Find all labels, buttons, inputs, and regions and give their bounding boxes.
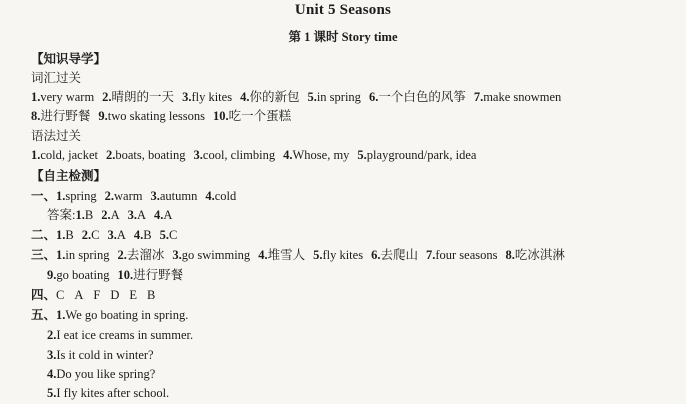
lesson-subtitle: 第 1 课时 Story time — [288, 30, 398, 44]
item-number: 9. — [98, 109, 108, 123]
part-4-row — [31, 287, 165, 304]
list-item — [426, 248, 498, 262]
item-text: 进行野餐 — [133, 268, 184, 282]
part-1-answers — [75, 208, 180, 222]
cihui-row-1 — [31, 89, 569, 106]
list-item — [240, 90, 299, 104]
item-text: cold — [214, 189, 237, 203]
answer-letter: C — [56, 288, 65, 302]
item-text: go boating — [56, 268, 110, 282]
answer-letter: E — [129, 288, 138, 302]
item-number: 1. — [31, 90, 41, 104]
item-number: 3. — [127, 208, 137, 222]
item-number: 7. — [473, 90, 484, 104]
item-text: 吃一个蛋糕 — [228, 109, 292, 123]
item-number: 2. — [117, 248, 127, 262]
item-text: 吃冰淇淋 — [514, 248, 565, 262]
item-number: 4. — [205, 189, 215, 203]
item-text: go swimming — [181, 248, 251, 262]
list-item — [150, 189, 197, 203]
list-item — [357, 148, 476, 162]
item-number: 3. — [107, 228, 117, 242]
item-text: B — [84, 208, 94, 222]
list-item — [56, 248, 109, 262]
item-number: 1. — [56, 248, 66, 262]
item-number: 10. — [117, 268, 134, 282]
item-text: cold, jacket — [40, 148, 98, 162]
list-item — [118, 248, 165, 262]
list-item — [369, 90, 466, 104]
part-2-label: 二、 — [31, 228, 57, 242]
item-text: A — [163, 208, 173, 222]
item-text: C — [168, 228, 178, 242]
item-text: A — [136, 208, 147, 222]
item-text: in spring — [316, 90, 361, 104]
sentence-text: Do you like spring? — [56, 367, 156, 381]
list-item — [47, 268, 110, 282]
answer-letter: F — [93, 288, 101, 302]
list-item — [56, 228, 74, 242]
item-text: Whose, my — [292, 148, 350, 162]
item-number: 3. — [150, 189, 160, 203]
item-text: A — [110, 208, 120, 222]
list-item — [194, 148, 276, 162]
part-4-label: 四、 — [31, 288, 57, 302]
sentence-number: 2. — [47, 328, 57, 342]
part-5-row-1 — [31, 307, 188, 324]
item-number: 4. — [258, 248, 268, 262]
yufa-row-1 — [31, 147, 484, 164]
part-1-answer-row — [47, 207, 180, 224]
section-heading-zhishi: 【知识导学】 — [31, 52, 107, 66]
sentence-text: We go boating in spring. — [65, 308, 189, 322]
list-item — [82, 228, 100, 242]
item-text: spring — [65, 189, 97, 203]
item-number: 5. — [357, 148, 367, 162]
sentence-5 — [47, 385, 169, 402]
item-number: 5. — [307, 90, 317, 104]
list-item — [134, 228, 152, 242]
item-number: 4. — [283, 148, 293, 162]
item-number: 5. — [313, 248, 323, 262]
item-number: 6. — [368, 90, 379, 104]
item-number: 10. — [213, 109, 229, 123]
item-number: 2. — [81, 228, 92, 242]
list-item — [75, 208, 93, 222]
sentence-text: I eat ice creams in summer. — [56, 328, 194, 342]
item-text: in spring — [65, 248, 110, 262]
list-item — [205, 189, 236, 203]
sentence-text: I fly kites after school. — [56, 386, 170, 400]
item-number: 1. — [56, 189, 66, 203]
part-1-row — [31, 188, 244, 205]
item-text: 堆雪人 — [267, 248, 306, 262]
subheading-yufa: 语法过关 — [31, 129, 82, 143]
list-item — [313, 248, 363, 262]
item-text: fly kites — [322, 248, 364, 262]
sentence-3 — [47, 347, 154, 364]
item-text: two skating lessons — [107, 109, 205, 123]
item-text: C — [91, 228, 100, 242]
list-item — [31, 148, 98, 162]
item-number: 4. — [240, 90, 250, 104]
item-text: make snowmen — [483, 90, 562, 104]
list-item — [98, 109, 205, 123]
item-text: autumn — [159, 189, 198, 203]
item-number: 9. — [47, 268, 57, 282]
list-item — [505, 248, 564, 262]
item-number: 4. — [133, 228, 144, 242]
cihui-row-2 — [31, 108, 299, 125]
list-item — [102, 90, 174, 104]
answer-letter: B — [147, 288, 156, 302]
item-number: 8. — [505, 248, 515, 262]
item-text: cool, climbing — [202, 148, 276, 162]
subheading-cihui: 词汇过关 — [31, 71, 82, 85]
item-number: 2. — [101, 208, 111, 222]
item-number: 2. — [104, 189, 115, 203]
item-number: 2. — [102, 90, 112, 104]
list-item — [213, 109, 291, 123]
item-text: playground/park, idea — [366, 148, 477, 162]
part-2-row — [31, 227, 185, 244]
item-text: 去爬山 — [380, 248, 418, 262]
item-number: 7. — [425, 248, 436, 262]
list-item — [107, 228, 125, 242]
page-title: Unit 5 Seasons — [294, 2, 392, 18]
list-item — [56, 189, 97, 203]
list-item — [474, 90, 561, 104]
item-number: 8. — [31, 109, 41, 123]
item-number: 3. — [182, 90, 192, 104]
sentence-number: 4. — [47, 367, 57, 381]
item-number: 2. — [106, 148, 116, 162]
list-item — [101, 208, 119, 222]
list-item — [182, 90, 232, 104]
item-text: 去溜冰 — [126, 248, 165, 262]
list-item — [31, 90, 94, 104]
list-item — [283, 148, 349, 162]
list-item — [106, 148, 186, 162]
section-heading-zizhu: 【自主检测】 — [31, 169, 107, 183]
item-text: A — [116, 228, 126, 242]
list-item — [371, 248, 418, 262]
list-item — [118, 268, 184, 282]
item-number: 3. — [172, 248, 182, 262]
sentence-number: 5. — [47, 386, 57, 400]
sentence-4 — [47, 366, 155, 383]
part-2-items — [56, 228, 185, 242]
item-text: four seasons — [435, 248, 498, 262]
answer-letter: A — [74, 288, 84, 302]
sentence-number: 1. — [56, 308, 66, 322]
item-number: 6. — [371, 248, 381, 262]
sentence-text: Is it cold in winter? — [56, 348, 154, 362]
sentence-number: 3. — [47, 348, 57, 362]
item-text: 进行野餐 — [40, 109, 91, 123]
list-item — [128, 208, 146, 222]
item-number: 1. — [31, 148, 41, 162]
item-text: very warm — [40, 90, 95, 104]
answer-letter: D — [110, 288, 120, 302]
list-item — [307, 90, 360, 104]
part-3-label: 三、 — [31, 248, 57, 262]
item-text: 一个白色的风筝 — [378, 90, 466, 104]
answer-label: 答案: — [47, 208, 76, 222]
part-5-label: 五、 — [31, 308, 57, 322]
part-1-label: 一、 — [31, 189, 57, 203]
list-item — [258, 248, 305, 262]
item-number: 1. — [75, 208, 85, 222]
item-text: boats, boating — [115, 148, 186, 162]
part-3-row-1 — [31, 247, 573, 264]
item-number: 4. — [154, 208, 164, 222]
list-item — [105, 189, 143, 203]
part-3-items-1 — [56, 248, 573, 262]
list-item — [31, 109, 90, 123]
part-1-items — [56, 189, 244, 203]
sentence-2 — [47, 327, 193, 344]
sentence-1 — [56, 308, 188, 322]
item-number: 5. — [159, 228, 169, 242]
list-item — [154, 208, 172, 222]
list-item — [172, 248, 250, 262]
item-text: fly kites — [191, 90, 233, 104]
item-number: 3. — [193, 148, 203, 162]
list-item — [160, 228, 178, 242]
item-text: warm — [114, 189, 143, 203]
part-3-row-2 — [47, 267, 191, 284]
item-text: B — [143, 228, 152, 242]
part-4-letters — [56, 288, 165, 302]
item-text: 你的新包 — [249, 90, 300, 104]
item-text: 晴朗的一天 — [111, 90, 175, 104]
item-text: B — [65, 228, 74, 242]
item-number: 1. — [56, 228, 66, 242]
